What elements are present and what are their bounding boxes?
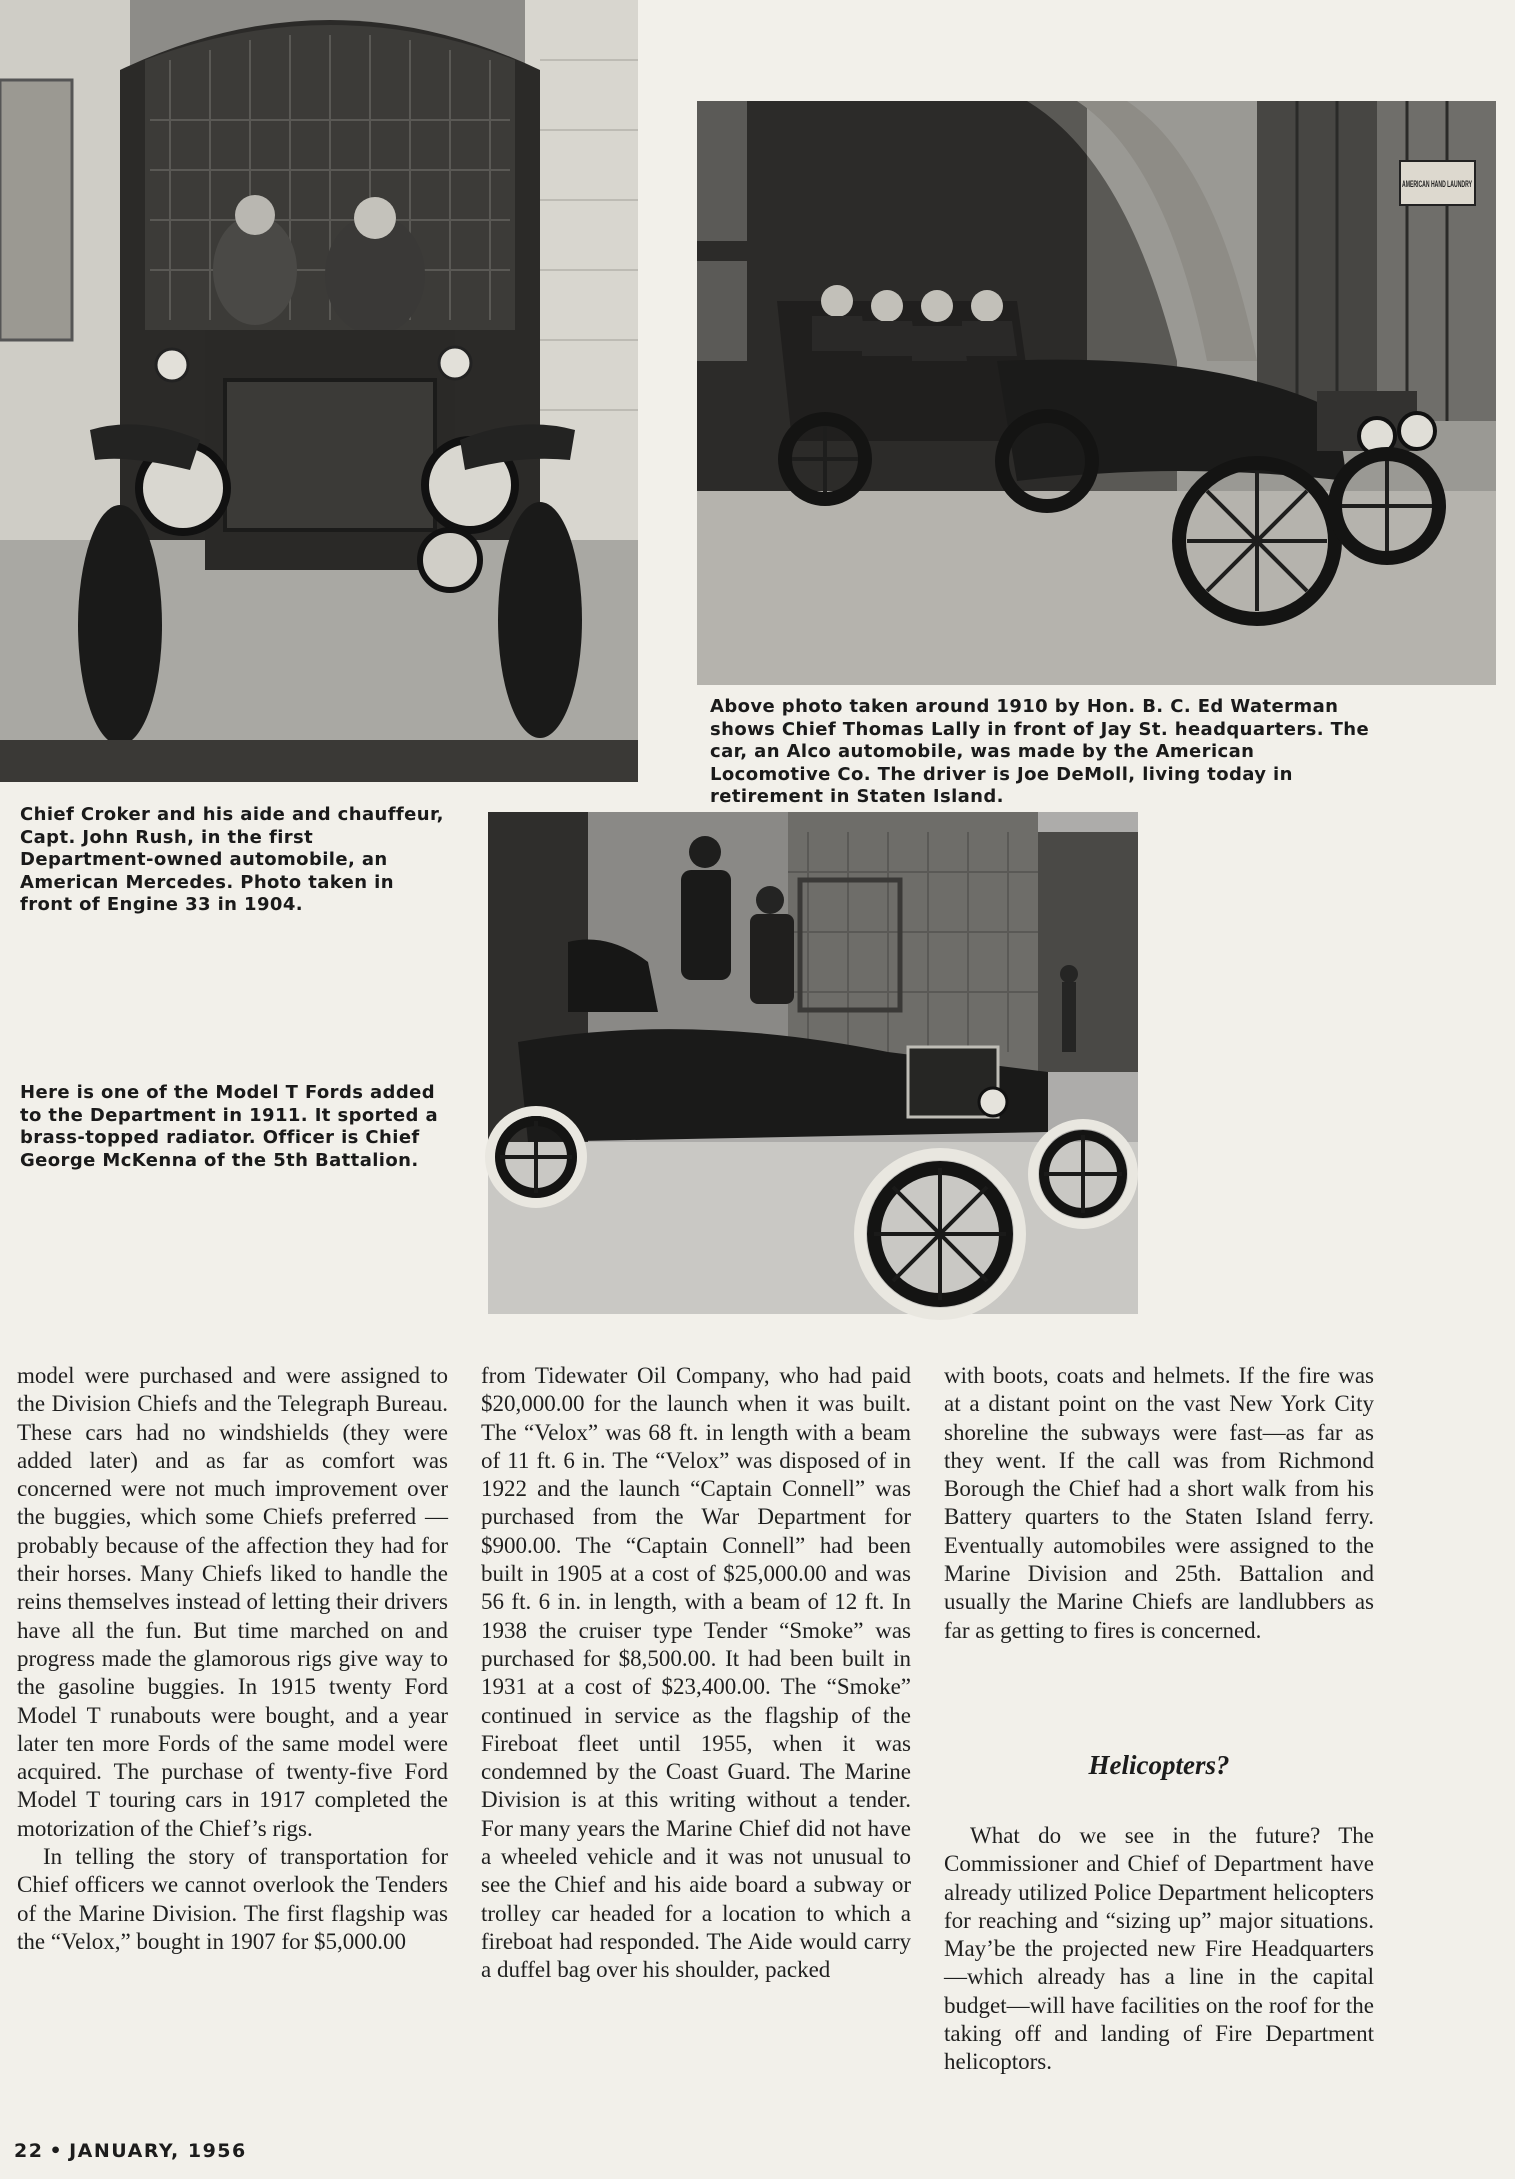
photo-alco-automobile [697, 101, 1496, 685]
issue-date: JANUARY, 1956 [69, 2140, 247, 2162]
caption-alco-automobile: Above photo taken around 1910 by Hon. B. C. Ed Waterman shows Chief Thomas Lally in front of Jay St. headquarters. The car, an Alco automobile, was made by the American Locomotive Co. The driver is Joe DeMoll, living today in retirement in Staten Island. [710, 696, 1370, 807]
laundry-sign-text: AMERICAN HAND LAUNDRY [1402, 179, 1472, 189]
caption-american-mercedes: Chief Croker and his aide and chauffeur, Capt. John Rush, in the first Department-owned automobile, an American Mercedes. Photo taken in front of Engine 33 in 1904. [20, 804, 444, 915]
photo-model-t-ford [488, 812, 1138, 1314]
article-column-3 [944, 1362, 1374, 1645]
caption-model-t-ford: Here is one of the Model T Fords added to the Department in 1911. It sported a brass-topped radiator. Officer is Chief George McKenna of the 5th Battalion. [20, 1082, 439, 1171]
footer-bullet: • [49, 2140, 64, 2162]
paragraph: from Tidewater Oil Company, who had paid $20,000.00 for the launch when it was built. The “Velox” was 68 ft. in length with a beam of 11 ft. 6 in. The “Velox” was disposed of in 1922 and the launch “Captain Connell” was purchased from the War Department for $900.00. The “Captain Connell” had been built in 1905 at a cost of $25,000.00 and was 56 ft. 6 in. in length, with a beam of 12 ft. In 1938 the cruiser type Tender “Smoke” was purchased for $8,500.00. It had been built in 1931 at a cost of $23,400.00. The “Smoke” continued in service as the flagship of the Fireboat fleet until 1955, when it was condemned by the Coast Guard. The Marine Division is at this writing without a tender. For many years the Marine Chief did not have a wheeled vehicle and it was not unusual to see the Chief and his aide board a subway or trolley car headed for a location to which a fireboat had responded. The Aide would carry a duffel bag over his shoulder, packed [481, 1363, 911, 1983]
article-column-1 [17, 1362, 448, 1956]
section-heading-helicopters: Helicopters? [1088, 1750, 1230, 1780]
paragraph: What do we see in the future? The Commissioner and Chief of Department have already utilized Police Department helicopters for reaching and “sizing up” major situations. May’be the projected new Fire Headquarters —which already has a line in the capital budget—will have facilities on the roof for the taking off and landing of Fire Department helicoptors. [944, 1823, 1374, 2075]
article-column-3-continued [944, 1822, 1374, 2077]
paragraph: In telling the story of transportation for Chief officers we cannot overlook the Tenders of the Marine Division. The first flagship was the “Velox,” bought in 1907 for $5,000.00 [17, 1844, 448, 1954]
paragraph: with boots, coats and helmets. If the fire was at a distant point on the vast New York City shoreline the subways were fast—as far as they went. If the call was from Richmond Borough the Chief had a short walk from his Battery quarters to the Staten Island ferry. Eventually automobiles were assigned to the Marine Division and 25th. Battalion and usually the Marine Chiefs are landlubbers as far as getting to fires is concerned. [944, 1363, 1374, 1643]
photo-american-mercedes [0, 0, 638, 782]
page-footer [14, 2140, 247, 2162]
page-number: 22 [14, 2140, 44, 2162]
paragraph: model were purchased and were assigned to the Division Chiefs and the Telegraph Bureau. These cars had no windshields (they were added later) and as far as comfort was concerned were not much improvement over the buggies, which some Chiefs preferred —probably because of the affection they had for their horses. Many Chiefs liked to handle the reins themselves instead of letting their drivers have all the fun. But time marched on and progress made the glamorous rigs give way to the gasoline buggies. In 1915 twenty Ford Model T runabouts were bought, and a year later ten more Fords of the same model were acquired. The purchase of twenty-five Ford Model T touring cars in 1917 completed the motorization of the Chief’s rigs. [17, 1363, 448, 1841]
article-column-2 [481, 1362, 911, 1985]
